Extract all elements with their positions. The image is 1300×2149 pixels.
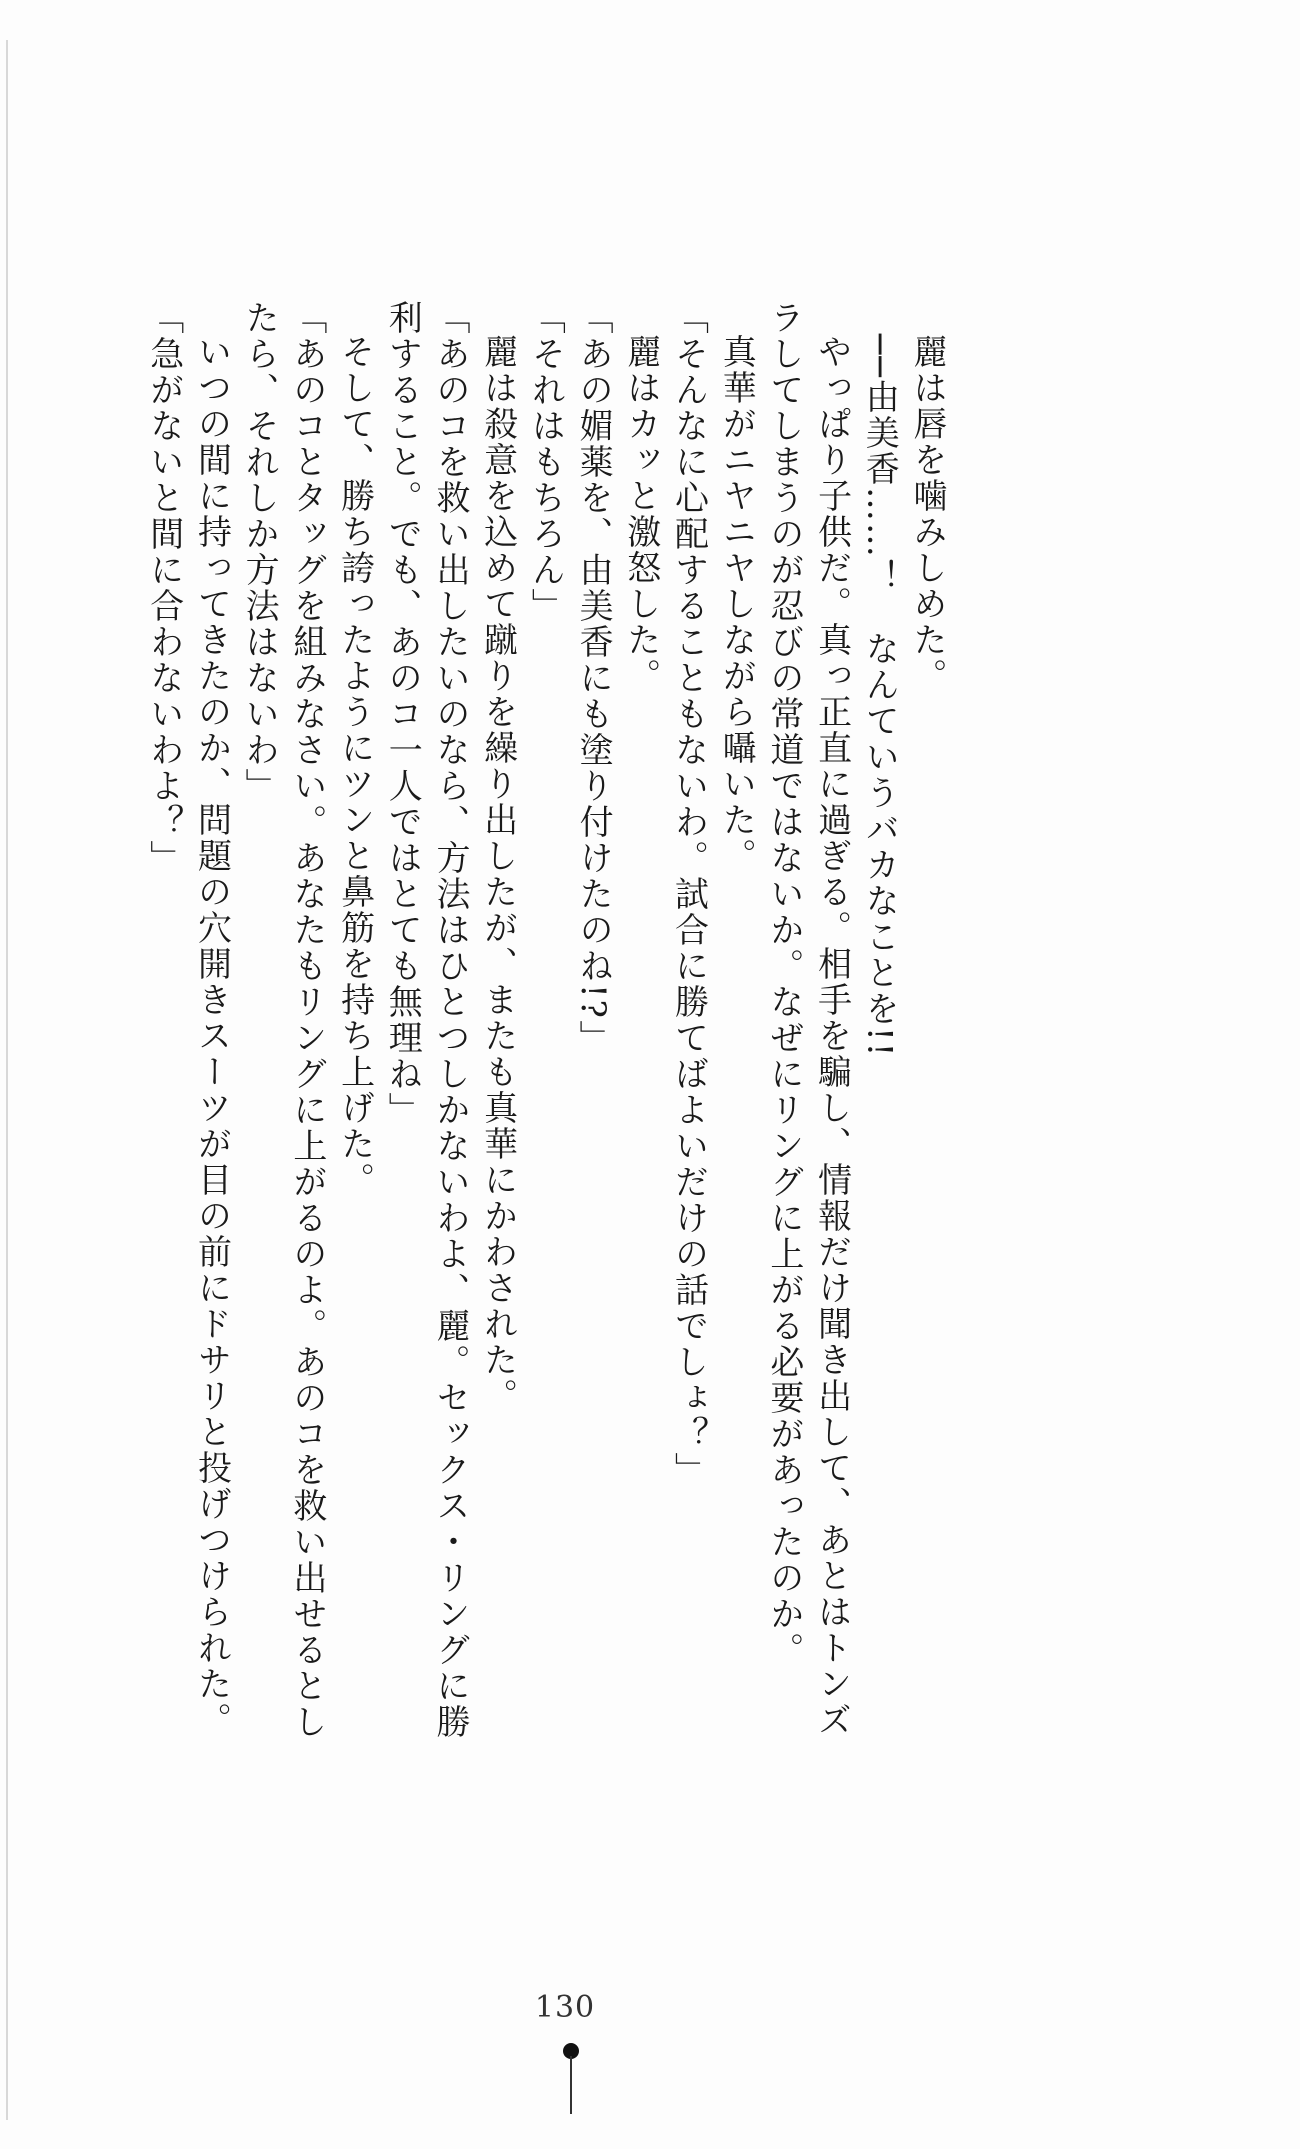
page-number: 130 [534,1990,596,2025]
text-line: 「それはもちろん」 [525,300,566,624]
text-line: 「急がないと間に合わないわよ？」 [143,300,184,876]
text-line: 麗はカッと激怒した。 [620,334,661,694]
text-line: たら、それしか方法はないわ」 [239,300,280,804]
text-line: やっぱり子供だ。真っ正直に過ぎる。相手を騙し、情報だけ聞き出して、あとはトンズ [811,334,852,1738]
text-line: 「そんなに心配することもないわ。試合に勝てばよいだけの話でしょ？」 [668,300,709,1488]
page-edge-shadow [6,40,8,2120]
text-line: ラしてしまうのが忍びの常道ではないか。なぜにリングに上がる必要があったのか。 [763,300,804,1668]
text-line: 「あの媚薬を、由美香にも塗り付けたのね!?」 [573,300,614,1056]
text-line: 利すること。でも、あのコ一人ではとても無理ね」 [382,300,423,1128]
text-line: ──由美香……！ なんていうバカなことを!! [859,334,900,1059]
text-line: 麗は殺意を込めて蹴りを繰り出したが、またも真華にかわされた。 [477,334,518,1414]
text-line: 「あのコを救い出したいのなら、方法はひとつしかないわよ、麗。セックス・リングに勝 [429,300,470,1740]
text-line: 麗は唇を噛みしめた。 [907,334,947,694]
vertical-text-body [90,300,950,1900]
text-line: そして、勝ち誇ったようにツンと鼻筋を持ち上げた。 [334,334,375,1198]
text-line: 「あのコとタッグを組みなさい。あなたもリングに上がるのよ。あのコを救い出せるとし [286,300,327,1740]
text-line: 真華がニヤニヤしながら囁いた。 [716,334,757,874]
bookmark-ribbon-string [570,2056,572,2114]
text-line: いつの間に持ってきたのか、問題の穴開きスーツが目の前にドサリと投げつけられた。 [191,334,232,1738]
